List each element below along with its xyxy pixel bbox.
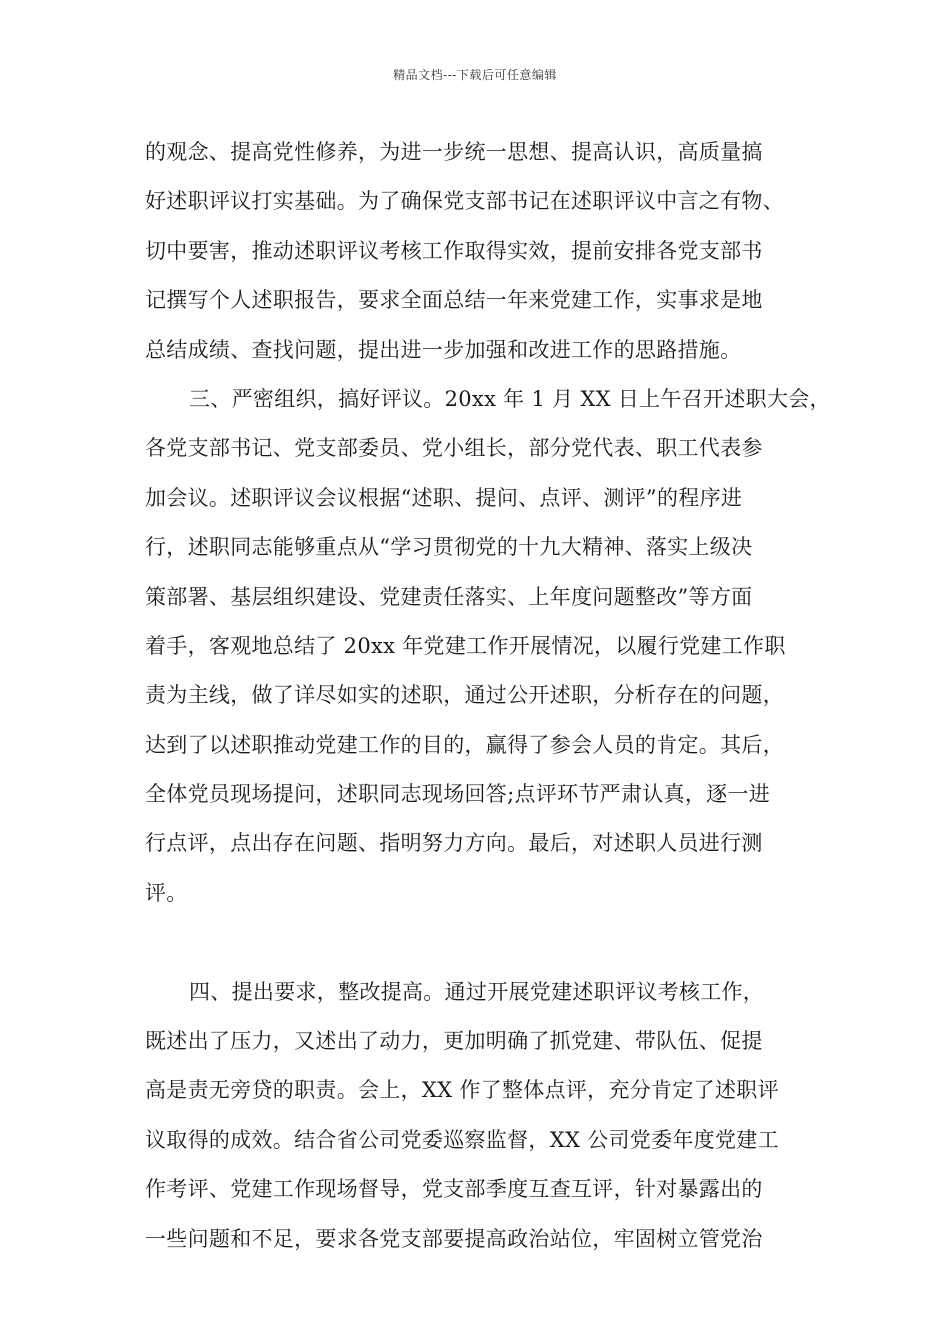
text-line: 行，述职同志能够重点从“学习贯彻党的十九大精神、落实上级决 xyxy=(145,535,753,560)
page-header: 精品文档---下载后可任意编辑 xyxy=(393,68,557,82)
text-line: 记撰写个人述职报告，要求全面总结一年来党建工作，实事求是地 xyxy=(145,288,763,313)
text-line: 切中要害，推动述职评议考核工作取得实效，提前安排各党支部书 xyxy=(145,238,763,263)
text-line: 总结成绩、查找问题，提出进一步加强和改进工作的思路措施。 xyxy=(145,337,742,362)
text-line: 既述出了压力，又述出了动力，更加明确了抓党建、带队伍、促提 xyxy=(145,1029,763,1054)
text-line: 好述职评议打实基础。为了确保党支部书记在述职评议中言之有物、 xyxy=(145,189,784,214)
text-line: 作考评、党建工作现场督导，党支部季度互查互评，针对暴露出的 xyxy=(145,1177,763,1202)
section-three-heading-line: 三、严密组织，搞好评议。20xx 年 1 月 XX 日上午召开述职大会， xyxy=(189,386,831,411)
text-line: 策部署、基层组织建设、党建责任落实、上年度问题整改”等方面 xyxy=(145,584,753,609)
text-line: 各党支部书记、党支部委员、党小组长，部分党代表、职工代表参 xyxy=(145,436,763,461)
text-line: 全体党员现场提问，述职同志现场回答;点评环节严肃认真，逐一进 xyxy=(145,782,771,807)
text-line: 加会议。述职评议会议根据“述职、提问、点评、测评”的程序进 xyxy=(145,485,743,510)
text-line: 高是责无旁贷的职责。会上，XX 作了整体点评，充分肯定了述职评 xyxy=(145,1078,779,1103)
section-four-heading-line: 四、提出要求，整改提高。通过开展党建述职评议考核工作， xyxy=(189,979,765,1004)
paragraph-spacer xyxy=(145,918,810,967)
text-line: 的观念、提高党性修养，为进一步统一思想、提高认识，高质量搞 xyxy=(145,140,763,164)
document-body xyxy=(145,128,831,1264)
text-line: 达到了以述职推动党建工作的目的，赢得了参会人员的肯定。其后， xyxy=(145,732,784,757)
text-line: 一些问题和不足，要求各党支部要提高政治站位，牢固树立管党治 xyxy=(145,1226,763,1251)
text-line: 行点评，点出存在问题、指明努力方向。最后，对述职人员进行测 xyxy=(145,831,763,856)
text-line: 着手，客观地总结了 20xx 年党建工作开展情况，以履行党建工作职 xyxy=(145,633,786,658)
text-line: 责为主线，做了详尽如实的述职，通过公开述职，分析存在的问题， xyxy=(145,683,784,708)
text-line: 议取得的成效。结合省公司党委巡察监督，XX 公司党委年度党建工 xyxy=(145,1127,779,1152)
text-line: 评。 xyxy=(145,880,188,905)
